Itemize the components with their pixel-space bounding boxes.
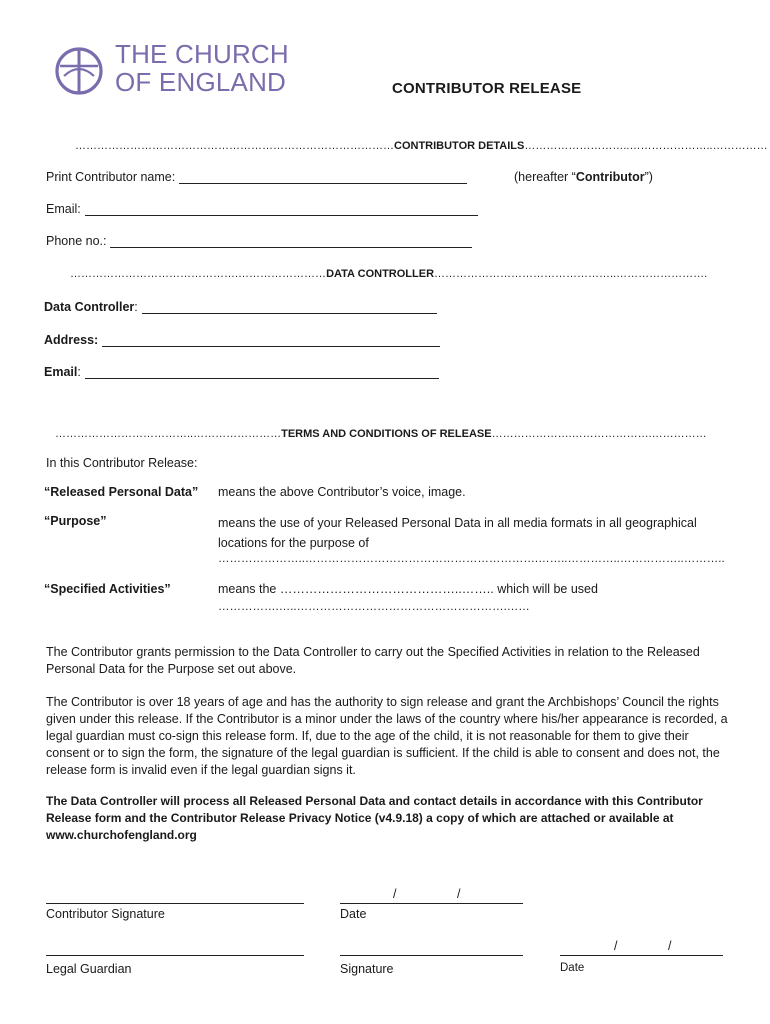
date-label-1: Date: [340, 907, 367, 921]
contributor-phone-label: Phone no.:: [46, 234, 107, 248]
controller-email-input[interactable]: [85, 366, 439, 379]
def-meaning-purpose: means the use of your Released Personal Data in all media formats in all geographical locations for the purpose of: [218, 516, 697, 550]
dots: ………………….………………….……………: [491, 428, 707, 440]
guardian-signature-line[interactable]: [340, 955, 523, 956]
date-line-2[interactable]: [560, 955, 723, 956]
data-controller-field: [44, 300, 437, 314]
hereafter-note: [514, 170, 653, 184]
date-slash: /: [393, 887, 397, 901]
date-slash: /: [457, 887, 461, 901]
contributor-phone-input[interactable]: [110, 235, 472, 248]
legal-guardian-label: Legal Guardian: [46, 962, 132, 976]
contributor-phone-field: [46, 234, 472, 248]
contributor-email-input[interactable]: [85, 203, 478, 216]
church-of-england-logo-text: [115, 40, 289, 96]
def-meaning-specified-activities: means the ……………………………………..…….. which will be used: [218, 582, 598, 596]
section-label: TERMS AND CONDITIONS OF RELEASE: [281, 428, 492, 440]
controller-address-field: [44, 333, 440, 347]
dots: ……………………………………….……………………: [70, 268, 327, 280]
hereafter-open: (hereafter “: [514, 170, 576, 184]
hereafter-close: ”): [644, 170, 653, 184]
contributor-name-label: Print Contributor name:: [46, 170, 176, 184]
church-of-england-logo-icon: [54, 46, 104, 96]
contributor-name-input[interactable]: [179, 171, 467, 184]
dots: ………………………..…………………..……………: [524, 140, 768, 152]
contributor-signature-line[interactable]: [46, 903, 304, 904]
colon: :: [77, 365, 81, 379]
colon: :: [134, 300, 138, 314]
dots: ……………………………………………………………………………: [75, 140, 394, 152]
paragraph-privacy-notice: The Data Controller will process all Released Personal Data and contact details in accordance with this Contributor Release form and the Contributor Release Privacy Notice (v4.9.18) a copy of which are attached or available at www.churchofengland.org: [46, 794, 703, 842]
contributor-signature-label: Contributor Signature: [46, 907, 165, 921]
def-term-purpose: “Purpose”: [44, 514, 107, 528]
controller-address-input[interactable]: [102, 334, 440, 347]
date-line-1[interactable]: [340, 903, 523, 904]
contributor-email-label: Email:: [46, 202, 81, 216]
legal-guardian-line[interactable]: [46, 955, 304, 956]
logo-line-1: THE CHURCH: [115, 39, 289, 69]
dots: …………………………………………..…………………….: [434, 268, 708, 280]
def-term-specified-activities: “Specified Activities”: [44, 582, 171, 596]
contributor-email-field: [46, 202, 478, 216]
paragraph-age-consent: The Contributor is over 18 years of age and has the authority to sign release and grant the Archbishops’ Council the rights given under this release. If the Contributor is a minor under the laws of the country where his/her appearance is recorded, a legal guardian must co-sign this release form. If, due to the age of the child, it is not reasonable for them to give their consent or to sign the form, the signature of the legal guardian is sufficient. If the child is able to consent and does not, the release form is invalid even if the legal guardian signs it.: [46, 695, 728, 777]
logo-line-2: OF ENGLAND: [115, 67, 287, 97]
date-label-2: Date: [560, 962, 585, 974]
def-term-released-personal-data: “Released Personal Data”: [44, 485, 199, 499]
section-header-contributor-details: [75, 140, 768, 152]
section-label: CONTRIBUTOR DETAILS: [394, 140, 525, 152]
terms-intro: In this Contributor Release:: [46, 456, 198, 470]
controller-email-field: [44, 365, 439, 379]
guardian-signature-label: Signature: [340, 962, 394, 976]
controller-address-label: Address:: [44, 333, 99, 347]
section-label: DATA CONTROLLER: [326, 268, 435, 280]
date-slash: /: [614, 939, 618, 953]
dots: ………………………………..……………………: [55, 428, 282, 440]
purpose-blank[interactable]: …………………..…………………………………………………….……..…………..……………..………..: [218, 553, 725, 565]
specified-activities-blank[interactable]: …………….…..……………………………………………….……: [218, 601, 530, 613]
hereafter-term: Contributor: [575, 170, 645, 184]
paragraph-permission: The Contributor grants permission to the Data Controller to carry out the Specified Activities in relation to the Released Personal Data for the Purpose set out above.: [46, 645, 700, 676]
section-header-terms: [55, 428, 715, 440]
data-controller-input[interactable]: [142, 301, 437, 314]
data-controller-label: Data Controller: [44, 300, 135, 314]
controller-email-label: Email: [44, 365, 78, 379]
contributor-name-field: [46, 170, 467, 184]
page-title: CONTRIBUTOR RELEASE: [392, 80, 582, 97]
section-header-data-controller: [70, 268, 708, 280]
date-slash: /: [668, 939, 672, 953]
def-meaning-released-personal-data: means the above Contributor’s voice, image.: [218, 485, 466, 499]
